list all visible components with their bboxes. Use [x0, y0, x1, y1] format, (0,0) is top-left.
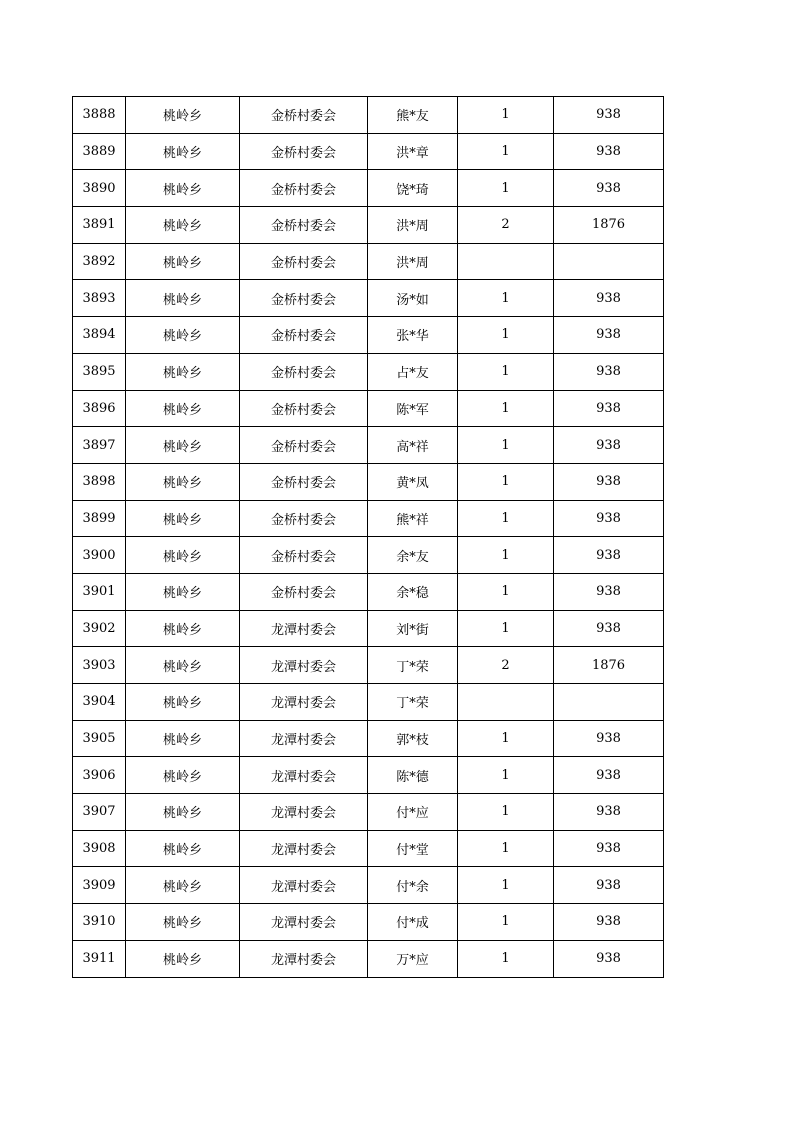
village-committee-cell: 金桥村委会 — [240, 97, 368, 134]
township-cell: 桃岭乡 — [126, 463, 240, 500]
row-number-cell: 3909 — [73, 867, 126, 904]
table-row — [73, 720, 664, 757]
township-cell: 桃岭乡 — [126, 133, 240, 170]
person-name-cell: 高*祥 — [368, 427, 458, 464]
village-committee-cell: 金桥村委会 — [240, 463, 368, 500]
count-cell: 2 — [458, 207, 554, 244]
amount-cell: 938 — [554, 720, 664, 757]
person-name-cell: 万*应 — [368, 940, 458, 977]
amount-cell: 938 — [554, 757, 664, 794]
amount-cell: 938 — [554, 463, 664, 500]
township-cell: 桃岭乡 — [126, 904, 240, 941]
row-number-cell: 3906 — [73, 757, 126, 794]
row-number-cell: 3888 — [73, 97, 126, 134]
amount-cell: 1876 — [554, 207, 664, 244]
count-cell: 1 — [458, 904, 554, 941]
amount-cell: 938 — [554, 317, 664, 354]
township-cell: 桃岭乡 — [126, 757, 240, 794]
count-cell — [458, 684, 554, 721]
township-cell: 桃岭乡 — [126, 684, 240, 721]
person-name-cell: 陈*德 — [368, 757, 458, 794]
amount-cell: 938 — [554, 133, 664, 170]
amount-cell: 938 — [554, 573, 664, 610]
person-name-cell: 丁*荣 — [368, 684, 458, 721]
township-cell: 桃岭乡 — [126, 720, 240, 757]
amount-cell: 938 — [554, 427, 664, 464]
table-row — [73, 500, 664, 537]
village-committee-cell: 金桥村委会 — [240, 500, 368, 537]
count-cell: 1 — [458, 427, 554, 464]
count-cell: 1 — [458, 940, 554, 977]
amount-cell — [554, 684, 664, 721]
count-cell: 1 — [458, 170, 554, 207]
amount-cell: 938 — [554, 500, 664, 537]
village-committee-cell: 金桥村委会 — [240, 170, 368, 207]
count-cell: 2 — [458, 647, 554, 684]
amount-cell: 938 — [554, 830, 664, 867]
row-number-cell: 3889 — [73, 133, 126, 170]
count-cell: 1 — [458, 317, 554, 354]
amount-cell: 938 — [554, 610, 664, 647]
count-cell: 1 — [458, 720, 554, 757]
table-row — [73, 427, 664, 464]
township-cell: 桃岭乡 — [126, 500, 240, 537]
table-row — [73, 243, 664, 280]
table-row — [73, 537, 664, 574]
row-number-cell: 3891 — [73, 207, 126, 244]
row-number-cell: 3903 — [73, 647, 126, 684]
table-row — [73, 830, 664, 867]
person-name-cell: 余*友 — [368, 537, 458, 574]
township-cell: 桃岭乡 — [126, 830, 240, 867]
person-name-cell: 熊*友 — [368, 97, 458, 134]
village-committee-cell: 龙潭村委会 — [240, 720, 368, 757]
table-row — [73, 757, 664, 794]
village-committee-cell: 金桥村委会 — [240, 427, 368, 464]
person-name-cell: 占*友 — [368, 353, 458, 390]
person-name-cell: 刘*街 — [368, 610, 458, 647]
township-cell: 桃岭乡 — [126, 610, 240, 647]
person-name-cell: 付*堂 — [368, 830, 458, 867]
row-number-cell: 3893 — [73, 280, 126, 317]
township-cell: 桃岭乡 — [126, 207, 240, 244]
village-committee-cell: 金桥村委会 — [240, 537, 368, 574]
township-cell: 桃岭乡 — [126, 243, 240, 280]
amount-cell: 1876 — [554, 647, 664, 684]
village-committee-cell: 龙潭村委会 — [240, 830, 368, 867]
count-cell: 1 — [458, 794, 554, 831]
amount-cell: 938 — [554, 390, 664, 427]
amount-cell: 938 — [554, 904, 664, 941]
row-number-cell: 3907 — [73, 794, 126, 831]
village-committee-cell: 龙潭村委会 — [240, 757, 368, 794]
count-cell: 1 — [458, 97, 554, 134]
village-committee-cell: 金桥村委会 — [240, 573, 368, 610]
count-cell: 1 — [458, 280, 554, 317]
count-cell — [458, 243, 554, 280]
person-name-cell: 郭*枝 — [368, 720, 458, 757]
row-number-cell: 3902 — [73, 610, 126, 647]
person-name-cell: 洪*周 — [368, 243, 458, 280]
row-number-cell: 3899 — [73, 500, 126, 537]
count-cell: 1 — [458, 830, 554, 867]
table-row — [73, 170, 664, 207]
township-cell: 桃岭乡 — [126, 317, 240, 354]
village-committee-cell: 龙潭村委会 — [240, 610, 368, 647]
table-row — [73, 573, 664, 610]
row-number-cell: 3904 — [73, 684, 126, 721]
subsidy-table — [72, 96, 664, 978]
count-cell: 1 — [458, 390, 554, 427]
village-committee-cell: 龙潭村委会 — [240, 940, 368, 977]
person-name-cell: 饶*琦 — [368, 170, 458, 207]
count-cell: 1 — [458, 757, 554, 794]
table-row — [73, 940, 664, 977]
township-cell: 桃岭乡 — [126, 97, 240, 134]
table-row — [73, 390, 664, 427]
table-row — [73, 647, 664, 684]
village-committee-cell: 龙潭村委会 — [240, 647, 368, 684]
person-name-cell: 黄*凤 — [368, 463, 458, 500]
table-row — [73, 867, 664, 904]
village-committee-cell: 龙潭村委会 — [240, 904, 368, 941]
township-cell: 桃岭乡 — [126, 353, 240, 390]
count-cell: 1 — [458, 500, 554, 537]
table-row — [73, 904, 664, 941]
amount-cell: 938 — [554, 170, 664, 207]
township-cell: 桃岭乡 — [126, 427, 240, 464]
person-name-cell: 余*稳 — [368, 573, 458, 610]
row-number-cell: 3900 — [73, 537, 126, 574]
amount-cell: 938 — [554, 940, 664, 977]
table-row — [73, 317, 664, 354]
township-cell: 桃岭乡 — [126, 280, 240, 317]
township-cell: 桃岭乡 — [126, 867, 240, 904]
table-row — [73, 794, 664, 831]
table-row — [73, 133, 664, 170]
village-committee-cell: 金桥村委会 — [240, 133, 368, 170]
table-row — [73, 97, 664, 134]
amount-cell — [554, 243, 664, 280]
row-number-cell: 3892 — [73, 243, 126, 280]
table-row — [73, 463, 664, 500]
township-cell: 桃岭乡 — [126, 537, 240, 574]
row-number-cell: 3898 — [73, 463, 126, 500]
township-cell: 桃岭乡 — [126, 573, 240, 610]
count-cell: 1 — [458, 573, 554, 610]
person-name-cell: 丁*荣 — [368, 647, 458, 684]
amount-cell: 938 — [554, 794, 664, 831]
township-cell: 桃岭乡 — [126, 794, 240, 831]
amount-cell: 938 — [554, 537, 664, 574]
row-number-cell: 3890 — [73, 170, 126, 207]
table-row — [73, 684, 664, 721]
table-row — [73, 610, 664, 647]
person-name-cell: 付*余 — [368, 867, 458, 904]
township-cell: 桃岭乡 — [126, 647, 240, 684]
table-row — [73, 207, 664, 244]
count-cell: 1 — [458, 537, 554, 574]
row-number-cell: 3908 — [73, 830, 126, 867]
count-cell: 1 — [458, 353, 554, 390]
row-number-cell: 3896 — [73, 390, 126, 427]
amount-cell: 938 — [554, 97, 664, 134]
village-committee-cell: 金桥村委会 — [240, 353, 368, 390]
township-cell: 桃岭乡 — [126, 170, 240, 207]
person-name-cell: 洪*章 — [368, 133, 458, 170]
amount-cell: 938 — [554, 280, 664, 317]
village-committee-cell: 金桥村委会 — [240, 390, 368, 427]
person-name-cell: 熊*祥 — [368, 500, 458, 537]
person-name-cell: 付*应 — [368, 794, 458, 831]
count-cell: 1 — [458, 463, 554, 500]
person-name-cell: 洪*周 — [368, 207, 458, 244]
row-number-cell: 3897 — [73, 427, 126, 464]
village-committee-cell: 龙潭村委会 — [240, 867, 368, 904]
township-cell: 桃岭乡 — [126, 940, 240, 977]
table-body — [73, 97, 664, 978]
village-committee-cell: 龙潭村委会 — [240, 684, 368, 721]
table-row — [73, 280, 664, 317]
township-cell: 桃岭乡 — [126, 390, 240, 427]
amount-cell: 938 — [554, 867, 664, 904]
row-number-cell: 3895 — [73, 353, 126, 390]
person-name-cell: 汤*如 — [368, 280, 458, 317]
village-committee-cell: 金桥村委会 — [240, 280, 368, 317]
village-committee-cell: 金桥村委会 — [240, 243, 368, 280]
person-name-cell: 张*华 — [368, 317, 458, 354]
village-committee-cell: 龙潭村委会 — [240, 794, 368, 831]
table-row — [73, 353, 664, 390]
row-number-cell: 3910 — [73, 904, 126, 941]
amount-cell: 938 — [554, 353, 664, 390]
village-committee-cell: 金桥村委会 — [240, 207, 368, 244]
row-number-cell: 3911 — [73, 940, 126, 977]
count-cell: 1 — [458, 610, 554, 647]
person-name-cell: 陈*军 — [368, 390, 458, 427]
row-number-cell: 3894 — [73, 317, 126, 354]
person-name-cell: 付*成 — [368, 904, 458, 941]
village-committee-cell: 金桥村委会 — [240, 317, 368, 354]
row-number-cell: 3905 — [73, 720, 126, 757]
row-number-cell: 3901 — [73, 573, 126, 610]
count-cell: 1 — [458, 867, 554, 904]
count-cell: 1 — [458, 133, 554, 170]
